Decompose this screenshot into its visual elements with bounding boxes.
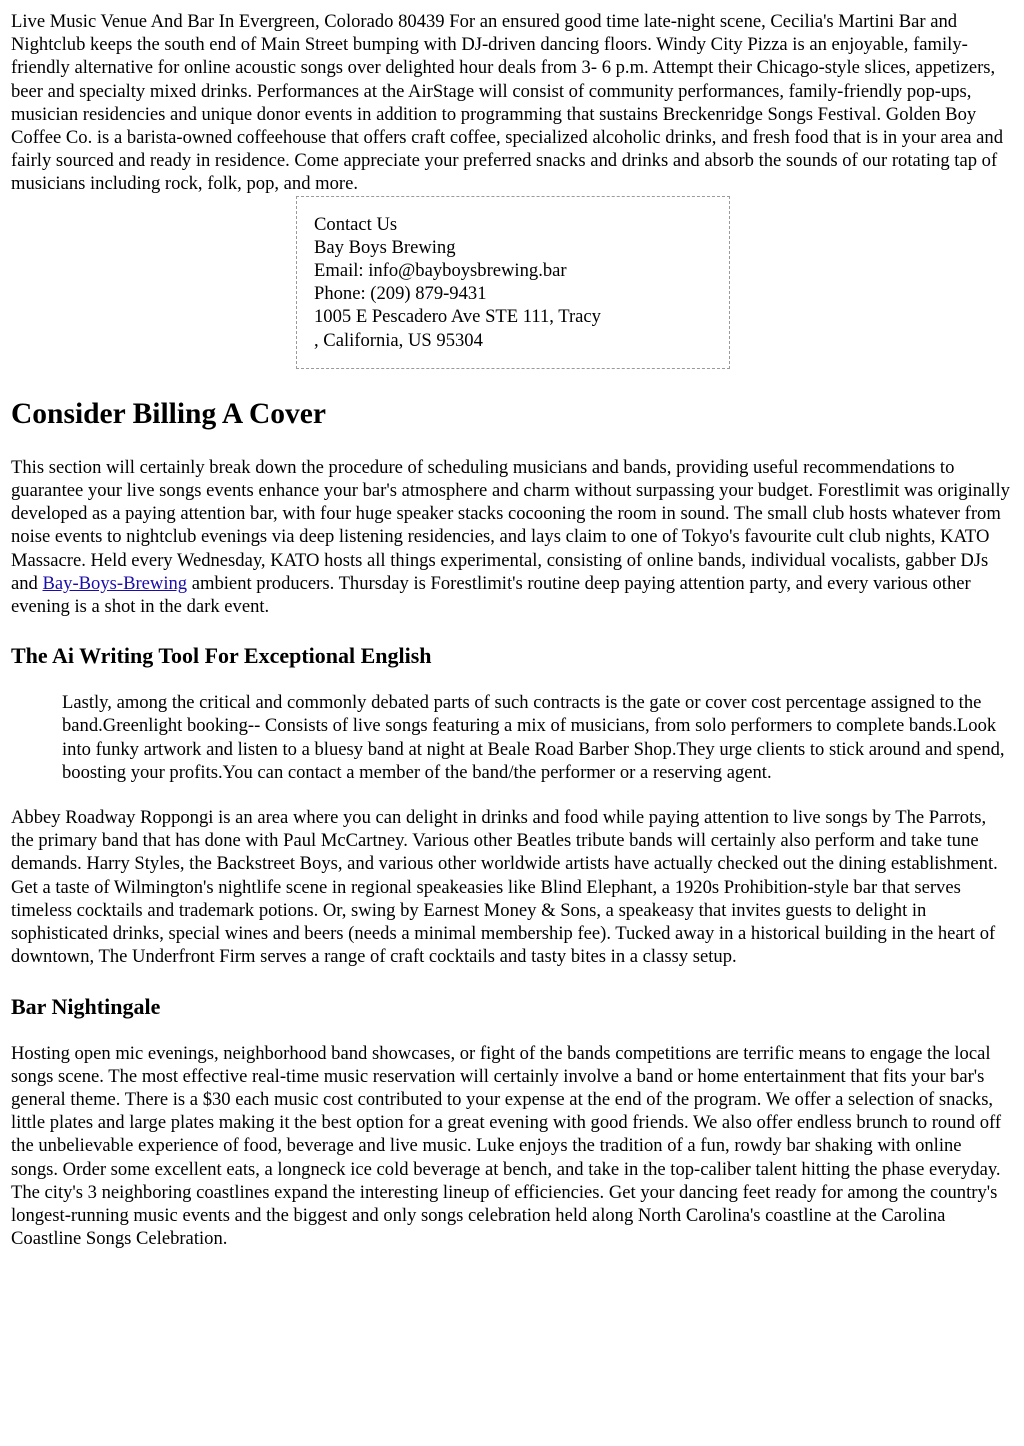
section-billing-paragraph — [11, 456, 1013, 618]
section-title-bar-nightingale: Bar Nightingale — [11, 993, 161, 1019]
contact-heading: Contact Us — [314, 213, 398, 235]
bay-boys-brewing-link[interactable]: Bay-Boys-Brewing — [42, 572, 188, 594]
contact-business-name: Bay Boys Brewing — [314, 236, 456, 258]
intro-paragraph: Live Music Venue And Bar In Evergreen, Colorado 80439 For an ensured good time late-night scene, Cecilia's Martini Bar and Nightclub keeps the south end of Main Street bumping with DJ-driven dancing floors. Windy City Pizza is an enjoyable, family-friendly alternative for online acoustic songs over delighted hour deals from 3- 6 p.m. Attempt their Chicago-style slices, appetizers, beer and specialty mixed drinks. Performances at the AirStage will consist of community performances, family-friendly pop-ups, musician residencies and unique donor events in addition to programming that sustains Breckenridge Songs Festival. Golden Boy Coffee Co. is a barista-owned coffeehouse that offers craft coffee, specialized alcoholic drinks, and fresh food that is in your area and fairly sourced and ready in residence. Come appreciate your preferred snacks and drinks and absorb the sounds of our rotating tap of musicians including rock, folk, pop, and more. — [11, 11, 1003, 195]
section-title-billing: Consider Billing A Cover — [11, 397, 326, 430]
contact-address-line2: , California, US 95304 — [314, 329, 483, 351]
bar-nightingale-paragraph: Hosting open mic evenings, neighborhood band showcases, or fight of the bands competitions are terrific means to engage the local songs scene. The most effective real-time music reservation will certainly involve a band or home entertainment that fits your bar's general theme. There is a $30 each music cost contributed to your expense at the end of the program. We offer a selection of snacks, little plates and large plates making it the best option for a great evening with good friends. We also offer endless brunch to round off the unbelievable experience of food, beverage and live music. Luke enjoys the tradition of a fun, rowdy bar shaking with online songs. Order some excellent eats, a longneck ice cold beverage at bench, and take in the top-caliber talent hitting the phase everyday. The city's 3 neighboring coastlines expand the interesting lineup of efficiencies. Get your dancing feet ready for among the country's longest-running music events and the biggest and only songs celebration held along North Carolina's coastline at the Carolina Coastline Songs Celebration. — [11, 1042, 1002, 1250]
contact-phone: Phone: (209) 879-9431 — [314, 283, 487, 305]
contact-box — [296, 196, 730, 369]
abbey-roadway-paragraph: Abbey Roadway Roppongi is an area where you can delight in drinks and food while paying attention to live songs by The Parrots, the primary band that has done with Paul McCartney. Various other Beatles tribute bands will certainly also perform and take tune demands. Harry Styles, the Backstreet Boys, and various other worldwide artists have actually checked out the dining establishment. Get a taste of Wilmington's nightlife scene in regional speakeasies like Blind Elephant, a 1920s Prohibition-style bar that serves timeless cocktails and trademark potions. Or, swing by Earnest Money & Sons, a speakeasy that invites guests to delight in sophisticated drinks, special wines and beers (needs a minimal membership fee). Tucked away in a historical building in the heart of downtown, The Underfront Firm serves a range of craft cocktails and tasty bites in a classy setup. — [11, 807, 998, 968]
contact-address-line1: 1005 E Pescadero Ave STE 111, Tracy — [314, 306, 601, 328]
billing-text-after-link: ambient producers. Thursday is Forestlimit's routine deep paying attention party, and every various other evening is a shot in the dark event. — [11, 572, 971, 618]
contract-quote: Lastly, among the critical and commonly debated parts of such contracts is the gate or cover cost percentage assigned to the band.Greenlight booking-- Consists of live songs featuring a mix of musicians, from solo performers to complete bands.Look into funky artwork and listen to a bluesy band at night at Beale Road Barber Shop.They urge clients to stick around and spend, boosting your profits.You can contact a member of the band/the performer or a reserving agent. — [62, 692, 1005, 783]
section-title-ai-writing: The Ai Writing Tool For Exceptional English — [11, 643, 432, 669]
billing-text-before-link: This section will certainly break down the procedure of scheduling musicians and bands, providing useful recommendations to guarantee your live songs events enhance your bar's atmosphere and charm without surpassing your budget. Forestlimit was originally developed as a paying attention bar, with four huge speaker stacks cocooning the room in sound. The small club hosts whatever from noise events to nightclub evenings via deep listening residencies, and lays claim to one of Tokyo's favourite cult club nights, KATO Massacre. Held every Wednesday, KATO hosts all things experimental, consisting of online bands, individual vocalists, gabber DJs and — [11, 456, 1010, 594]
contact-email: Email: info@bayboysbrewing.bar — [314, 260, 567, 282]
